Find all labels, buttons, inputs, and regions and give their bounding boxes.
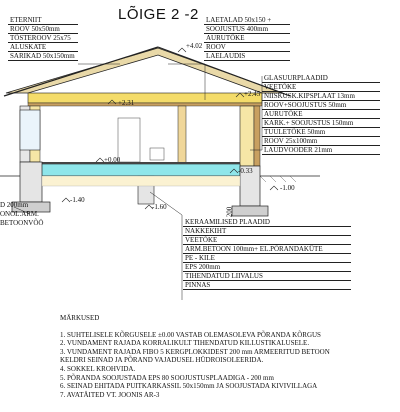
wall-right-layer: TUULETÕKE 50mm [262,128,380,137]
left-label-1: ONOL.ARM. [0,210,39,218]
dim-200: 200 [225,206,234,218]
notes-block [60,314,330,399]
level-top-right: +2.45 [244,90,261,98]
level-ridge: +4.02 [186,42,203,50]
floor-layer: VEETÕKE [183,236,351,245]
wall-right-layer: GLASUURPLAADID [262,74,380,83]
wall-right-stack [262,74,380,155]
floor-tiles [40,162,240,164]
left-window [20,110,40,150]
note-item: 4. SOKKEL KROHVIDA. [60,364,136,373]
roof-left-layer: SARIKAD 50x150mm [8,52,78,61]
level-out-right: -0.33 [238,167,253,175]
roof-right-layer: SOOJUSTUS 400mm [204,25,290,34]
wall-right-layer: LAUDVOODER 21mm [262,146,380,155]
left-label-0: D 200mm [0,201,29,209]
floor-layer: KERAAMILISED PLAADID [183,218,351,227]
floor-layer: EPS 200mm [183,263,351,272]
note-item: 3. VUNDAMENT RAJADA FIBO 5 KERGPLOKKIDEST 200 mm ARMEERITUD BETOON [60,347,330,356]
floor-stack [183,218,351,290]
floor-layer: TIHENDATUD LIIVALUS [183,272,351,281]
roof-right-layer: AURUTÕKE [204,34,290,43]
footing-right [232,206,268,216]
roof-right-stack [204,16,290,61]
section-title: LÕIGE 2 -2 [118,6,199,23]
level-floor: +0.00 [104,156,121,164]
notes-heading: MÄRKUSED [60,314,100,322]
level-eave: +2.31 [118,99,135,107]
sand-base [42,176,240,186]
ceiling-insulation [28,93,262,103]
wall-right-layer: KARK.+ SOOJUSTUS 150mm [262,119,380,128]
interior-door [118,118,140,162]
note-item: KELDRI SEINAD JA PÕRAND VAJADUSEL HÜDROISOLEERIDA. [60,356,264,365]
note-item: 5. PÕRANDA SOOJUSTADA EPS 80 SOOJUSTUSPLAADIGA - 200 mm [60,373,274,382]
roof-right-layer: LAELAUDIS [204,52,290,61]
left-label-2: BETOONVÕÖ [0,219,44,227]
wall-right-layer: AURUTÕKE [262,110,380,119]
wall-right-layer: VEETÕKE [262,83,380,92]
roof-left-stack [8,16,78,61]
floor-layer: ARM.BETOON 100mm+ EL.PÕRANDAKÜTE [183,245,351,254]
wall-right-layer: ROOV 25x100mm [262,137,380,146]
right-wall-insulation [240,106,254,166]
floor-layer: PE - KILE [183,254,351,263]
foundation-left [20,162,42,202]
level-ground-right: -1.00 [280,184,295,192]
roof-right-layer: LAETALAD 50x150 + [204,16,290,25]
roof-left-layer: ALUSKATE [8,43,78,52]
level-found-left: -1.40 [70,196,85,204]
note-item: 6. SEINAD EHITADA PUITKARKASSIL 50x150mm JA SOOJUSTADA KIVIVILLAGA [60,382,318,391]
floor-slab [40,164,240,176]
roof-left-layer: TÕSTEROOV 25x75 [8,34,78,43]
wall-right-layer: NIISKUSK.KIPSPLAAT 13mm [262,92,380,101]
ceiling-boards [28,103,262,106]
roof-left-layer: ROOV 50x50mm [8,25,78,34]
interior-post [178,106,186,164]
wall-right-layer: ROOV+SOOJUSTUS 50mm [262,101,380,110]
note-item: 1. SUHTELISELE KÕRGUSELE ±0.00 VASTAB OLEMASOLEVA PÕRANDA KÕRGUS [60,330,321,339]
level-found-bottom: -1.60 [152,203,167,211]
roof-left-layer: ETERNIIT [8,16,78,25]
floor-layer: PINNAS [183,281,351,290]
roof-right-layer: ROOV [204,43,290,52]
floor-layer: NAKKEKIHT [183,227,351,236]
note-item: 7. AVATÄITED VT. JOONIS AR-3 [60,390,160,399]
fixture [150,148,164,160]
right-wall-cladding [254,106,260,166]
note-item: 2. VUNDAMENT RAJADA KORRALIKULT TIHENDATUD KILLUSTIKALUSELE. [60,339,310,348]
